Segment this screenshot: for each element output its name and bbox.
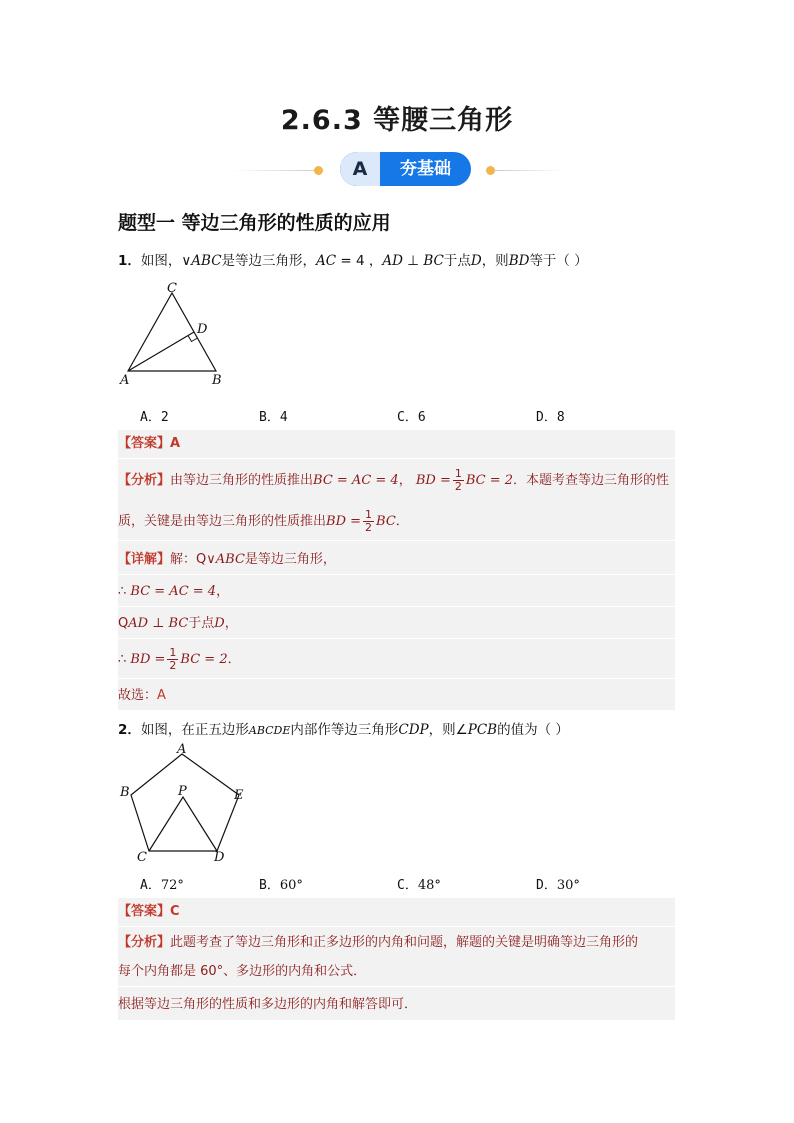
q2-option-a[interactable]: A．72° [140,878,184,893]
q1-solution-panel [118,430,675,710]
q2-analysis-line-1: 【分析】此题考查了等边三角形和正多边形的内角和问题，解题的关键是明确等边三角形的 [118,935,639,950]
q1-detail-line-3: QAD ⊥ BC于点D， [118,610,675,639]
q2-answer-row: 【答案】C [118,898,675,927]
q1-option-a[interactable]: A．2 [140,410,169,425]
q2-analysis-line-3: 根据等边三角形的性质和多边形的内角和解答即可． [118,997,418,1012]
question-2-stem: 2．如图，在正五边形ABCDE内部作等边三角形CDP，则∠PCB的值为（ ） [118,722,569,738]
label-e: E [234,788,244,803]
label-b: B [120,785,130,800]
label-c: C [167,281,177,296]
q1-option-c[interactable]: C．6 [397,410,426,425]
badge-line-left [232,170,318,171]
badge-dot-left [314,166,323,175]
q2-option-c[interactable]: C．48° [397,878,441,893]
badge-text: 夯基础 [400,159,451,179]
q1-choice-row: 故选：A [118,688,166,703]
label-a: A [177,742,187,757]
label-d: D [197,322,208,337]
q1-answer-row: 【答案】A [118,430,675,459]
q2-option-d[interactable]: D．30° [536,878,580,893]
label-p: P [178,784,187,799]
q2-option-b[interactable]: B．60° [259,878,303,893]
badge-line-right [494,170,564,171]
label-a: A [120,373,130,388]
q2-solution-panel [118,898,675,1020]
label-d: D [214,850,225,865]
q1-analysis-line-2: 质，关键是由等边三角形的性质推出BD = $\frac{1}{2}$ BC． [118,504,675,541]
label-c: C [137,850,147,865]
question-1-stem: 1．如图，∨ABC是等边三角形，AC = 4 ，AD ⊥ BC于点D，则BD等于（ ） [118,253,588,269]
level-badge [340,152,471,186]
label-b: B [212,373,222,388]
triangle-figure [112,278,232,390]
q2-analysis-line-2: 每个内角都是 60°、多边形的内角和公式． [118,958,675,987]
q1-analysis-line-1: 【分析】由等边三角形的性质推出BC = AC = 4， BD = $\frac{1}{2}$ BC = 2．本题考查等边三角形的性 [118,467,670,493]
q1-option-b[interactable]: B．4 [259,410,288,425]
badge-letter: A [340,152,380,186]
q1-detail-line-4: ∴ BD = $\frac{1}{2}$ BC = 2． [118,642,675,679]
pentagon-figure [112,740,262,868]
section-heading: 题型一 等边三角形的性质的应用 [118,212,391,234]
q1-detail-line-2: ∴ BC = AC = 4， [118,578,675,607]
page-title: 2.6.3 等腰三角形 [280,105,514,136]
q1-detail-line-1: 【详解】解：Q∨ABC是等边三角形， [118,546,675,575]
q1-option-d[interactable]: D．8 [536,410,565,425]
